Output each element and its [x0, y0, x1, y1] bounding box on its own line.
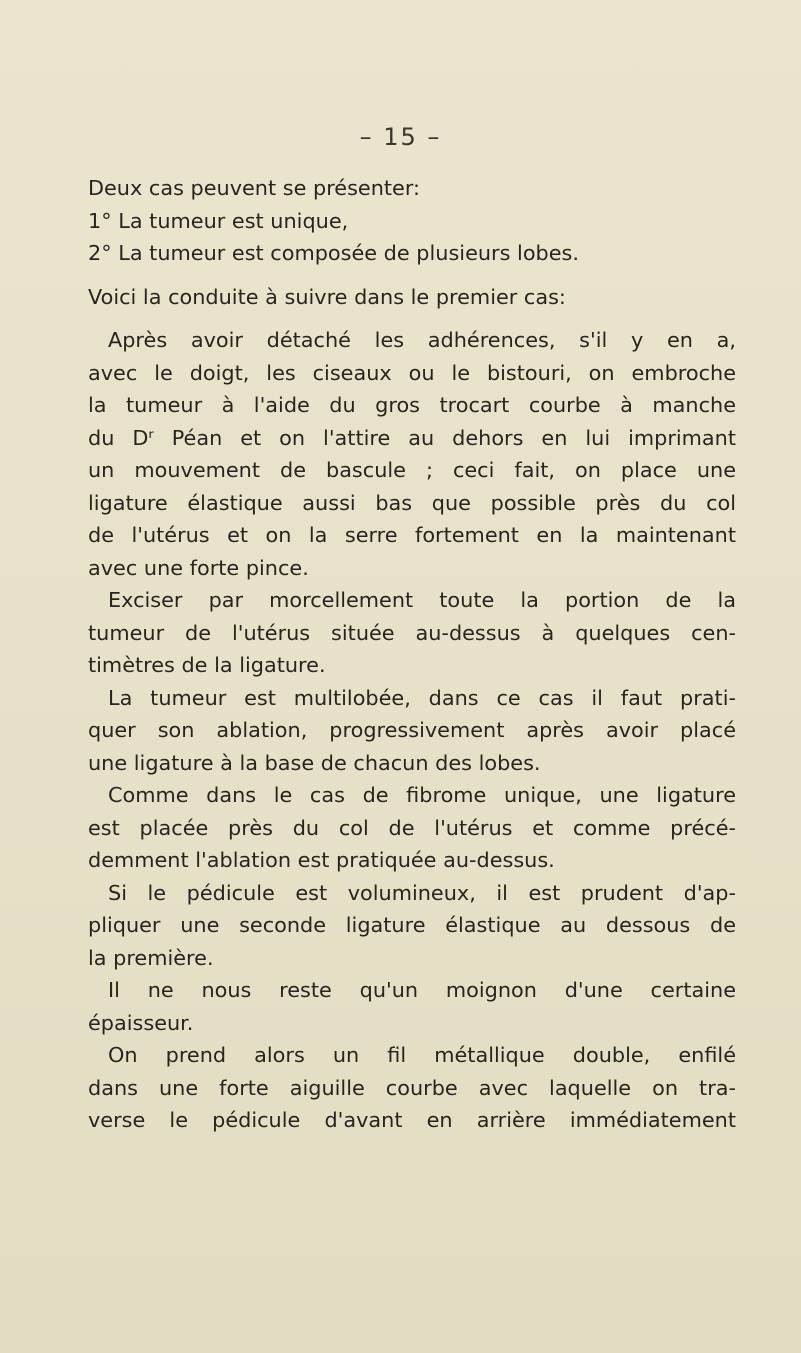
paragraph-gap — [88, 313, 736, 324]
text-line: Deux cas peuvent se présenter: — [88, 176, 421, 200]
text-line: Exciser par morcellement toute la portion de la — [108, 588, 736, 612]
text-line: Comme dans le cas de fibrome unique, une ligature — [108, 783, 736, 807]
text-line: timètres de la ligature. — [88, 653, 326, 677]
text-line: Après avoir détaché les adhérences, s'il y en a, — [108, 328, 736, 352]
text-line: La tumeur est multilobée, dans ce cas il faut prati- — [108, 685, 736, 710]
text-line: quer son ablation, progressivement après avoir placé — [88, 718, 736, 742]
text-line: dans une forte aiguille courbe avec laquelle on tra- — [88, 1075, 736, 1100]
text-line: verse le pédicule d'avant en arrière immédiatement — [88, 1108, 736, 1132]
text-line: de l'utérus et on la serre fortement en la maintenant — [88, 523, 736, 547]
body-text — [88, 172, 736, 1137]
text-line: la tumeur à l'aide du gros trocart courbe à manche — [88, 393, 736, 417]
text-line: tumeur de l'utérus située au-dessus à quelques cen- — [88, 620, 736, 645]
text-line: On prend alors un fil métallique double, enfilé — [108, 1043, 736, 1067]
text-line: épaisseur. — [88, 1010, 194, 1035]
text-line: est placée près du col de l'utérus et comme précé- — [88, 815, 736, 840]
text-line: 1° La tumeur est unique, — [88, 208, 349, 233]
text-line: Voici la conduite à suivre dans le premier cas: — [88, 284, 566, 309]
text-line: pliquer une seconde ligature élastique au dessous de — [88, 913, 736, 937]
text-line: Il ne nous reste qu'un moignon d'une certaine — [108, 978, 736, 1002]
text-line: avec une forte pince. — [88, 555, 309, 580]
text-line: 2° La tumeur est composée de plusieurs lobes. — [88, 241, 579, 265]
paragraph-gap — [88, 270, 736, 281]
text-line: avec le doigt, les ciseaux ou le bistouri, on embroche — [88, 360, 736, 385]
page-number: – 15 – — [359, 123, 442, 151]
text-line: une ligature à la base de chacun des lobes. — [88, 750, 541, 775]
text-line: la première. — [88, 945, 214, 970]
text-line: demment l'ablation est pratiquée au-dessus. — [88, 848, 555, 872]
text-line: un mouvement de bascule ; ceci fait, on place une — [88, 458, 736, 482]
text-line: ligature élastique aussi bas que possible près du col — [88, 490, 736, 515]
text-line: du Dʳ Péan et on l'attire au dehors en lui imprimant — [88, 425, 736, 450]
text-line: Si le pédicule est volumineux, il est prudent d'ap- — [108, 880, 736, 905]
